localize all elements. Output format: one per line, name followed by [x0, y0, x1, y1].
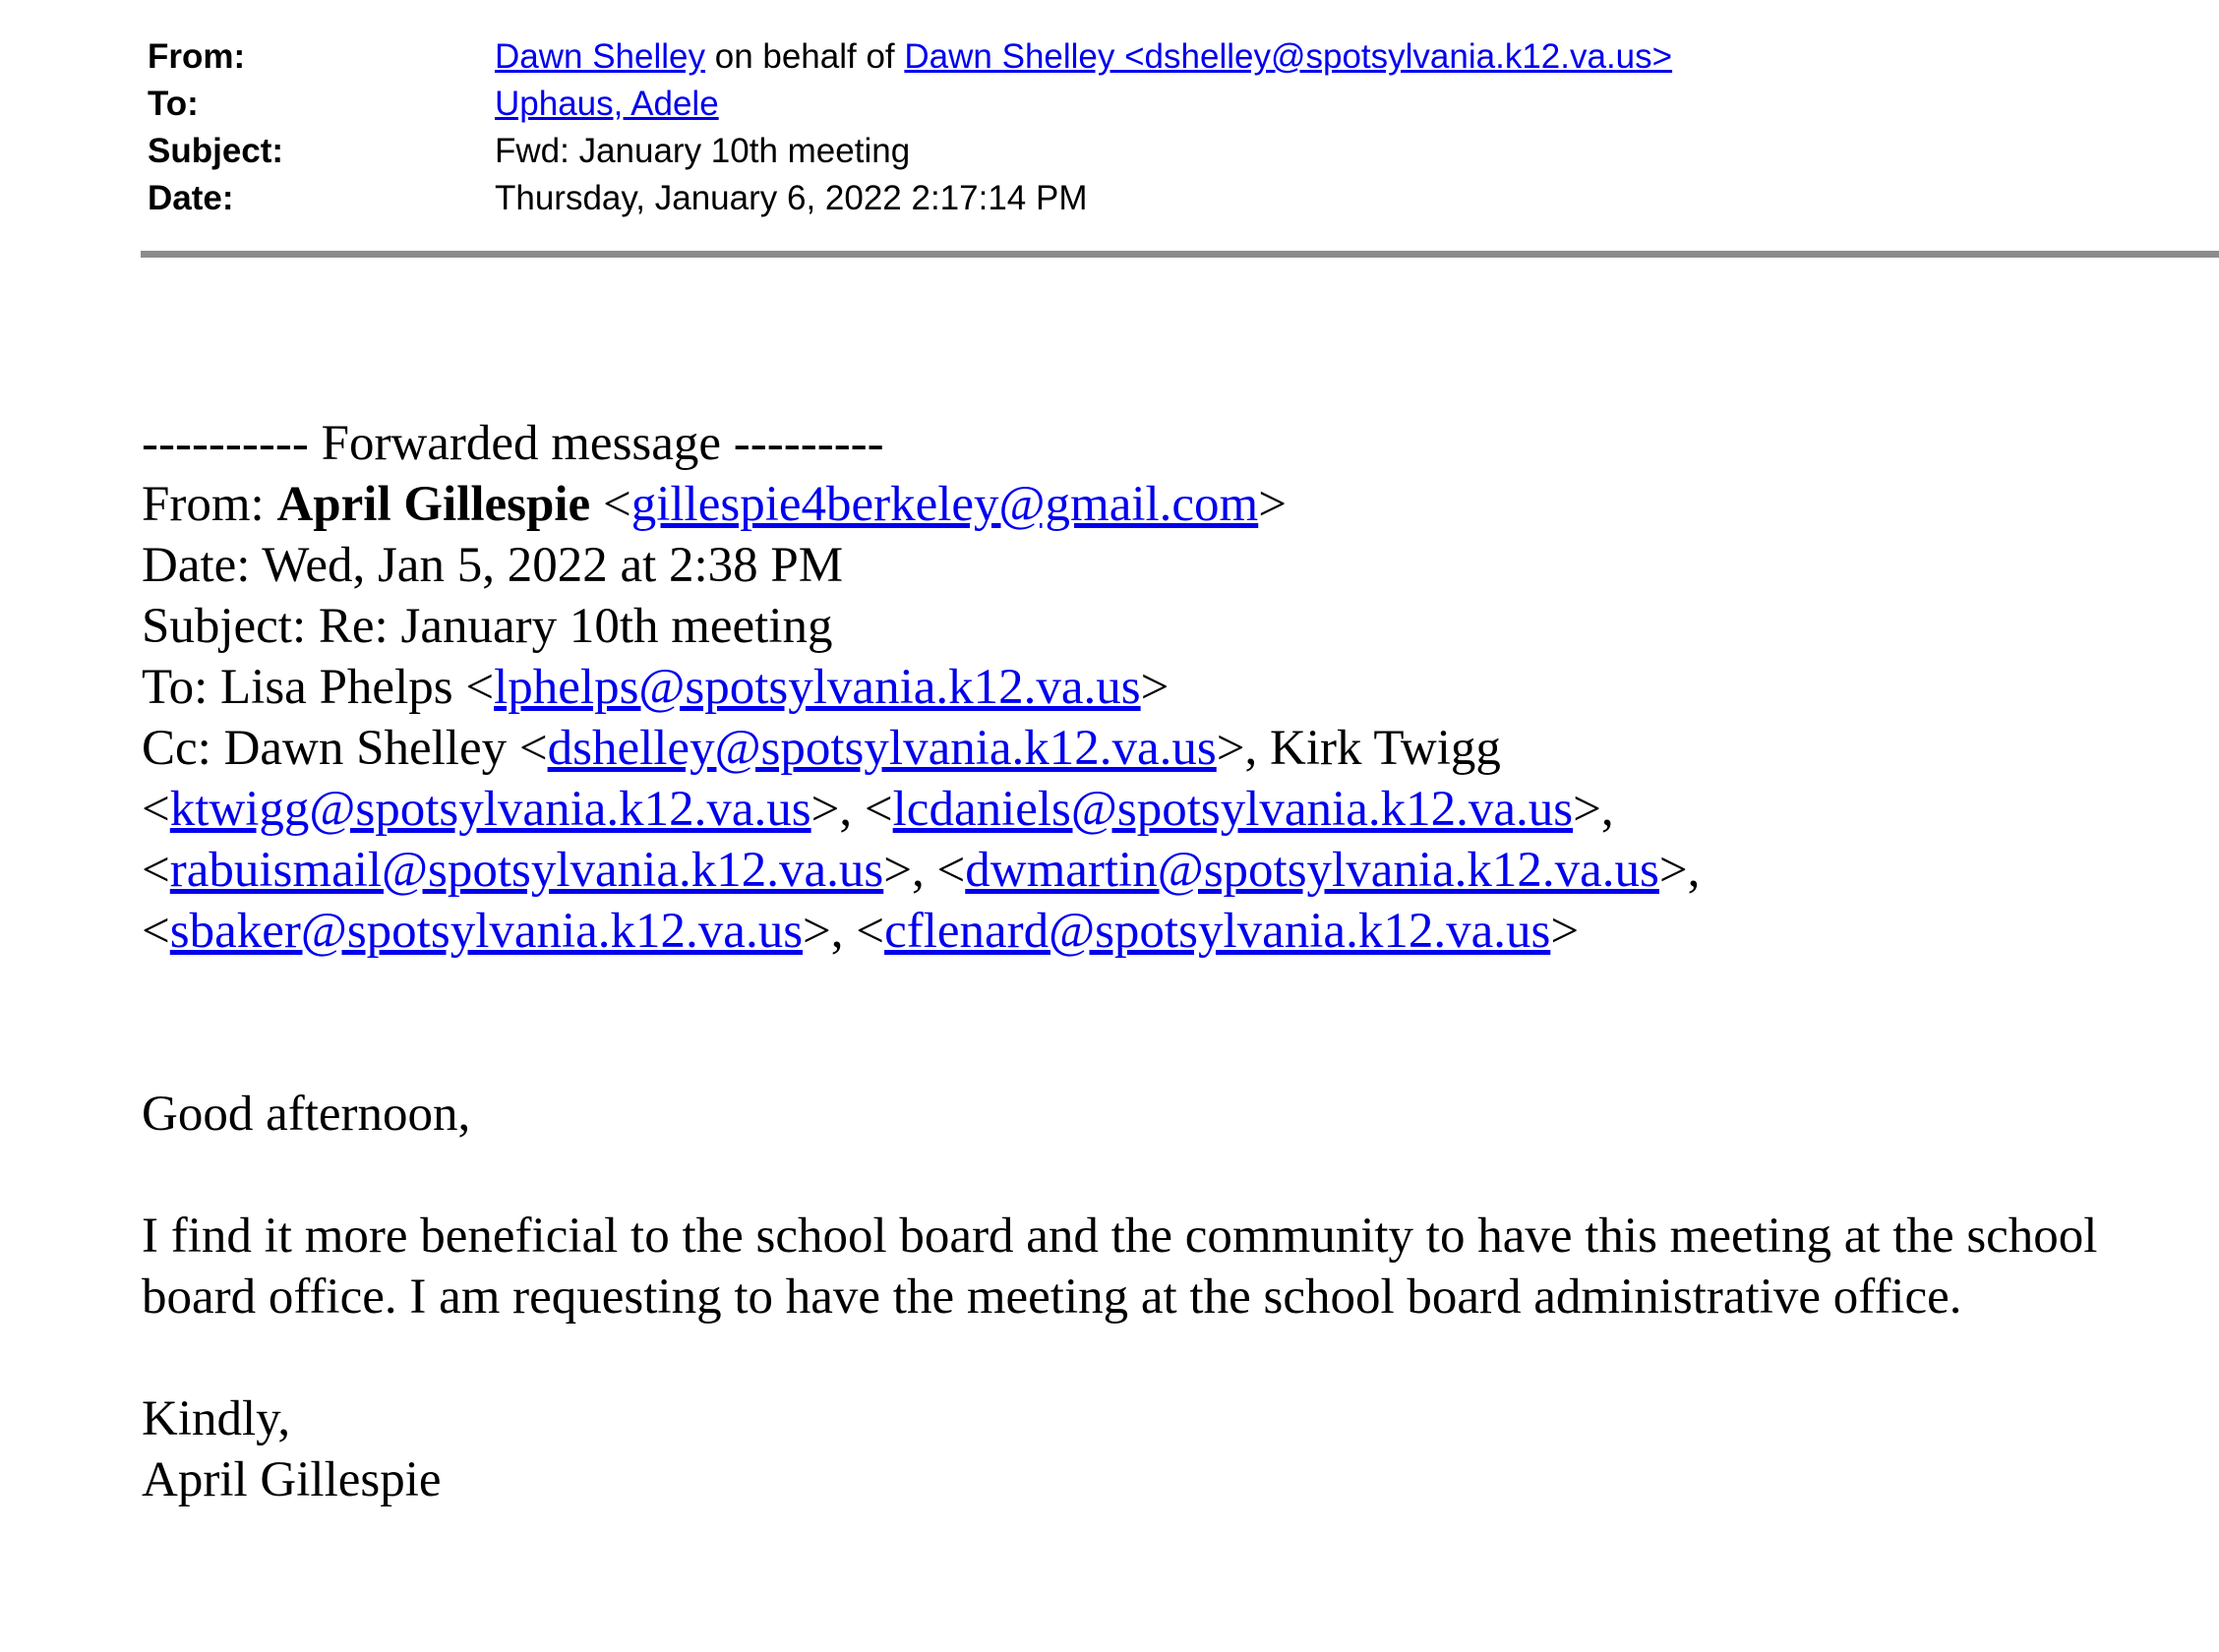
forwarded-to-email-link[interactable]: lphelps@spotsylvania.k12.va.us	[494, 660, 1141, 715]
forwarded-to-prefix: To: Lisa Phelps <	[142, 660, 495, 715]
forwarded-from-prefix: From:	[142, 477, 277, 532]
forwarded-divider: ---------- Forwarded message ---------	[142, 416, 884, 471]
forwarded-from-line: From: April Gillespie <gillespie4berkeley@gmail.com>	[142, 477, 1287, 532]
message-greeting: Good afternoon,	[142, 1087, 471, 1142]
header-date-row	[148, 175, 2115, 222]
cc-email-link-rabuismail[interactable]: rabuismail@spotsylvania.k12.va.us	[169, 843, 884, 898]
message-paragraph: I find it more beneficial to the school board and the community to have this meeting at the school board office. I am requesting to have the meeting at the school board administrative office.	[142, 1209, 2098, 1325]
header-to-row	[148, 81, 2115, 128]
forwarded-from-name: April Gillespie	[276, 477, 591, 532]
forwarded-cc-prefix: Cc: Dawn Shelley <	[142, 721, 548, 776]
subject-value: Fwd: January 10th meeting	[495, 132, 911, 170]
header-from-row	[148, 33, 2115, 81]
sender-name-link[interactable]: Dawn Shelley	[495, 37, 705, 76]
recipient-link[interactable]: Uphaus, Adele	[495, 85, 719, 123]
header-subject-row	[148, 128, 2115, 175]
email-body	[142, 413, 2138, 1510]
forwarded-date-line: Date: Wed, Jan 5, 2022 at 2:38 PM	[142, 538, 844, 593]
forwarded-subject-line: Subject: Re: January 10th meeting	[142, 599, 833, 654]
forwarded-from-email-link[interactable]: gillespie4berkeley@gmail.com	[630, 477, 1259, 532]
forwarded-cc-line-4: <sbaker@spotsylvania.k12.va.us>, <cflenard@spotsylvania.k12.va.us>	[142, 904, 1580, 959]
cc-email-link-dshelley[interactable]: dshelley@spotsylvania.k12.va.us	[547, 721, 1217, 776]
on-behalf-text: on behalf of	[705, 37, 905, 76]
subject-label: Subject:	[148, 132, 284, 170]
forwarded-cc-line-2: <ktwigg@spotsylvania.k12.va.us>, <lcdaniels@spotsylvania.k12.va.us>,	[142, 782, 1614, 837]
date-label: Date:	[148, 179, 234, 217]
sender-email-link[interactable]: Dawn Shelley <dshelley@spotsylvania.k12.va.us>	[904, 37, 1673, 76]
email-header	[148, 33, 2115, 222]
from-value	[495, 33, 1672, 81]
cc-email-link-dwmartin[interactable]: dwmartin@spotsylvania.k12.va.us	[965, 843, 1659, 898]
cc-email-link-ktwigg[interactable]: ktwigg@spotsylvania.k12.va.us	[169, 782, 811, 837]
cc-email-link-sbaker[interactable]: sbaker@spotsylvania.k12.va.us	[169, 904, 804, 959]
forwarded-to-line: To: Lisa Phelps <lphelps@spotsylvania.k12.va.us>	[142, 660, 1169, 715]
from-label: From:	[148, 37, 246, 76]
message-signature: April Gillespie	[142, 1452, 442, 1507]
forwarded-cc-line-1	[142, 718, 2138, 779]
message-closing: Kindly,	[142, 1391, 291, 1446]
cc-email-link-cflenard[interactable]: cflenard@spotsylvania.k12.va.us	[884, 904, 1551, 959]
cc-email-link-lcdaniels[interactable]: lcdaniels@spotsylvania.k12.va.us	[892, 782, 1574, 837]
forwarded-cc-mid: >, Kirk Twigg	[1216, 721, 1501, 776]
date-value: Thursday, January 6, 2022 2:17:14 PM	[495, 179, 1088, 217]
forwarded-cc-line-3: <rabuismail@spotsylvania.k12.va.us>, <dwmartin@spotsylvania.k12.va.us>,	[142, 843, 1701, 898]
header-divider	[141, 251, 2219, 258]
to-label: To:	[148, 85, 199, 123]
